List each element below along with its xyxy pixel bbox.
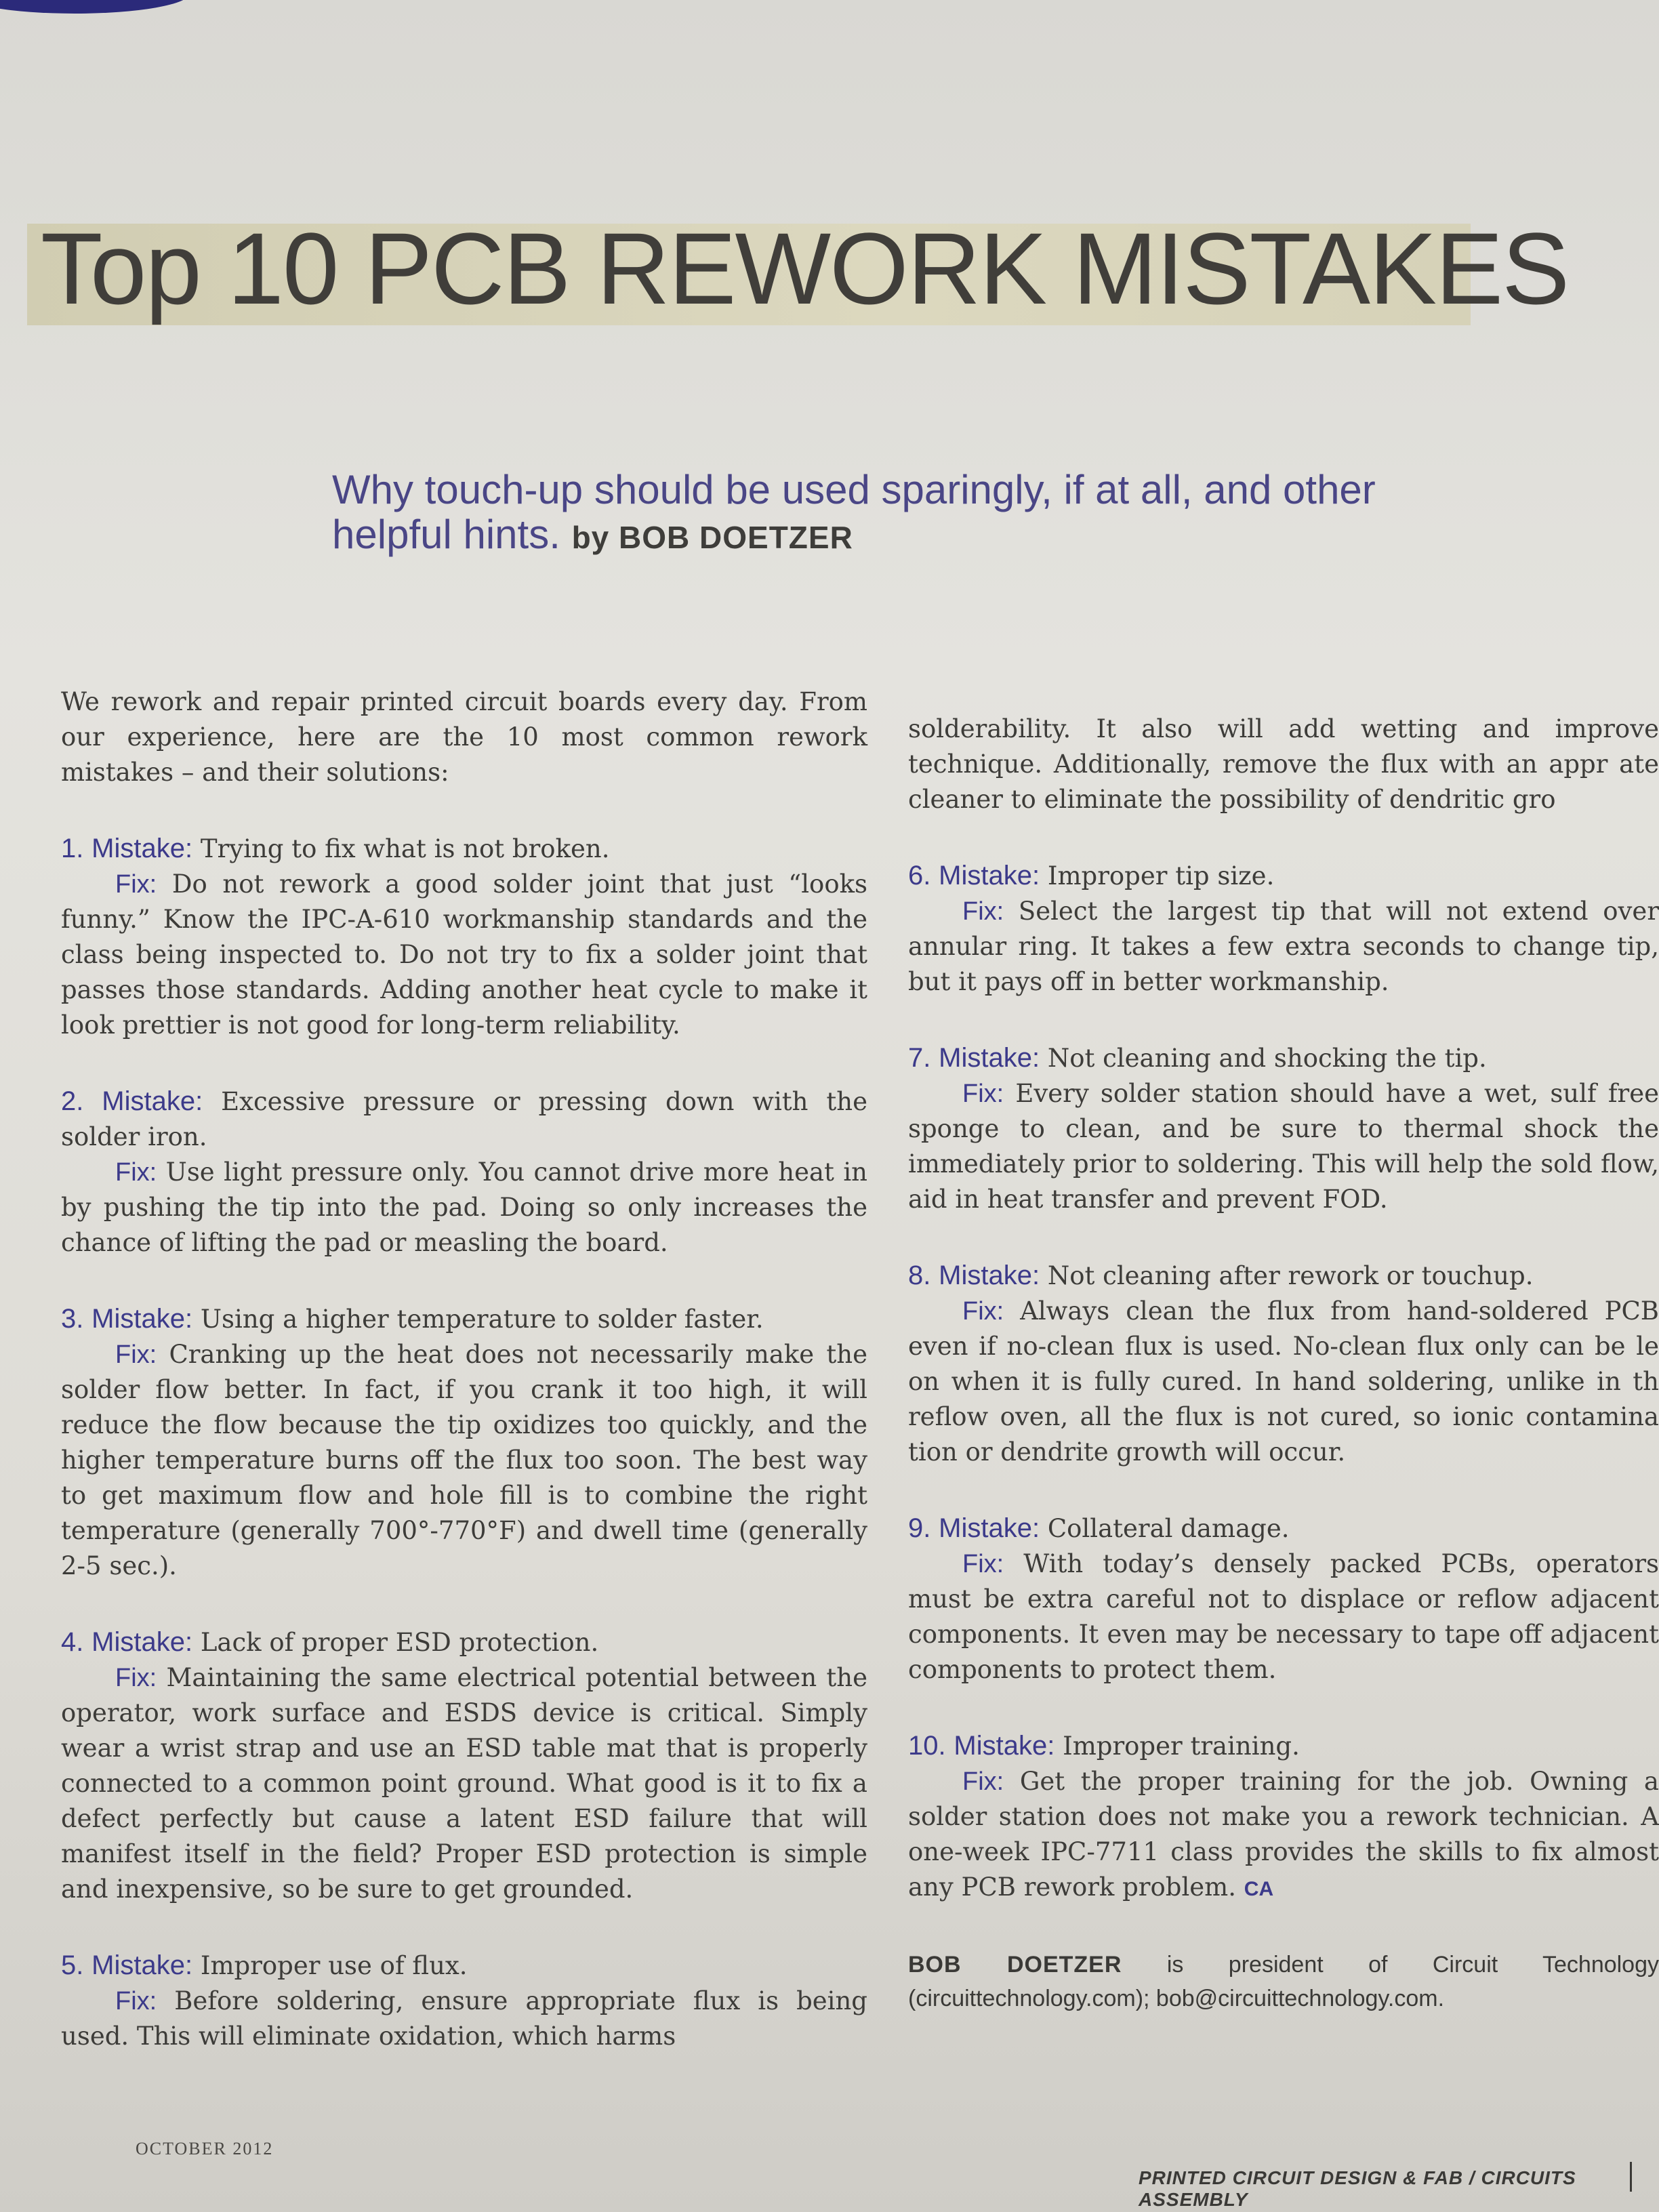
fix-label: Fix: <box>115 1987 157 2015</box>
mistake-number: 2. <box>61 1086 84 1116</box>
mistake-label: Mistake: <box>939 861 1040 890</box>
fix-text: Cranking up the heat does not necessarily make the solder flow better. In fact, if you crank it too high, it will reduce the flow because the tip oxidizes too quickly, and the higher temperature burns off the flux too soon. The best way to get maximum flow and hole fill is to combine the right temperature (generally 700°-770°F) and dwell time (generally 2-5 sec.). <box>61 1340 867 1580</box>
mistake-label: Mistake: <box>91 1627 193 1657</box>
mistake-label: Mistake: <box>91 1950 193 1980</box>
fix-label: Fix: <box>115 1158 157 1187</box>
mistake-item-3 <box>61 1301 867 1584</box>
byline: by BOB DOETZER <box>571 520 853 555</box>
fix-text: Get the proper training for the job. Owning a solder station does not make you a rework technician. A one-week IPC-7711 class provides the skills to fix almost any PCB rework problem. <box>908 1767 1659 1902</box>
author-bio <box>908 1948 1659 2015</box>
mistake-item-1 <box>61 831 867 1043</box>
fix-text: Before soldering, ensure appropriate flux is being used. This will eliminate oxidation, which harms <box>61 1986 867 2051</box>
mistake-number: 6. <box>908 861 931 890</box>
continuation-paragraph: solderability. It also will add wetting and improve technique. Additionally, remove the flux with an appr ate cleaner to eliminate the possibility of dendritic gro <box>908 714 1659 814</box>
publication-name: PRINTED CIRCUIT DESIGN & FAB / CIRCUITS ASSEMBLY <box>1139 2167 1576 2210</box>
mistake-number: 4. <box>61 1627 84 1657</box>
mistake-number: 9. <box>908 1513 931 1543</box>
mistake-label: Mistake: <box>939 1043 1040 1073</box>
mistake-number: 3. <box>61 1304 84 1334</box>
binder-clip <box>0 0 190 14</box>
left-column <box>61 684 867 2095</box>
mistake-label: Mistake: <box>939 1261 1040 1290</box>
mistake-text: Improper training. <box>1063 1732 1300 1761</box>
fix-label: Fix: <box>962 1080 1004 1108</box>
fix-label: Fix: <box>962 1297 1004 1326</box>
mistake-text: Using a higher temperature to solder faster. <box>200 1305 764 1334</box>
fix-label: Fix: <box>115 1664 157 1692</box>
fix-text: With today’s densely packed PCBs, operators must be extra careful not to displace or reflow adjacent components. It even may be necessary to tape off adjacent components to protect them. <box>908 1549 1659 1684</box>
right-column <box>908 712 1659 2015</box>
mistake-text: Not cleaning after rework or touchup. <box>1047 1261 1534 1290</box>
mistake-text: Improper tip size. <box>1047 861 1275 890</box>
issue-date: OCTOBER 2012 <box>136 2139 274 2158</box>
mistake-text: Excessive pressure or pressing down with the solder iron. <box>61 1087 867 1151</box>
fix-text: Select the largest tip that will not extend over annular ring. It takes a few extra seconds to change tip, but it pays off in better workmanship. <box>908 897 1659 996</box>
mistake-text: Not cleaning and shocking the tip. <box>1047 1044 1487 1073</box>
mistake-item-7 <box>908 1040 1659 1217</box>
fix-label: Fix: <box>115 1340 157 1369</box>
fix-label: Fix: <box>962 897 1004 926</box>
mistake-number: 1. <box>61 834 84 863</box>
mistake-number: 5. <box>61 1950 84 1980</box>
mistake-text: Trying to fix what is not broken. <box>200 834 610 863</box>
bio-name: BOB DOETZER <box>908 1952 1122 1978</box>
mistake-label: Mistake: <box>102 1086 203 1116</box>
mistake-text: Collateral damage. <box>1047 1514 1290 1543</box>
mistake-label: Mistake: <box>91 834 193 863</box>
deck-text: Why touch-up should be used sparingly, if at all, and other helpful hints. <box>332 467 1376 557</box>
mistake-text: Improper use of flux. <box>200 1951 468 1980</box>
mistake-label: Mistake: <box>939 1513 1040 1543</box>
fix-text: Do not rework a good solder joint that just “looks funny.” Know the IPC-A-610 workmanship standards and the class being inspected to. Do not try to fix a solder joint that passes those standards. Adding another heat cycle to make it look prettier is not good for long-term reliability. <box>61 869 868 1040</box>
mistake-number: 8. <box>908 1261 931 1290</box>
fix-text: Use light pressure only. You cannot drive more heat in by pushing the tip into the pad. Doing so only increases the chance of lifting the pad or measling the board. <box>61 1158 867 1257</box>
mistake-item-4 <box>61 1624 867 1907</box>
fix-label: Fix: <box>962 1767 1004 1796</box>
intro-paragraph: We rework and repair printed circuit boards every day. From our experience, here are the 10 most common rework mistakes – and their solutions: <box>61 687 867 787</box>
bio-text: is president of Circuit Technology (circuittechnology.com); bob@circuittechnology.com. <box>908 1952 1659 2011</box>
mistake-item-9 <box>908 1511 1659 1687</box>
end-mark: CA <box>1244 1878 1274 1900</box>
fix-text: Always clean the flux from hand-soldered PCB even if no-clean flux is used. No-clean flux only can be le on when it is fully cured. In hand soldering, unlike in th reflow oven, all the flux is not cured, so ionic contamina tion or dendrite growth will occur. <box>908 1296 1659 1467</box>
footer-divider <box>1630 2162 1632 2192</box>
mistake-text: Lack of proper ESD protection. <box>200 1628 599 1657</box>
article-deck <box>332 468 1484 560</box>
mistake-item-6 <box>908 858 1659 1000</box>
mistake-item-2 <box>61 1084 867 1261</box>
mistake-item-5 <box>61 1948 867 2054</box>
mistake-item-8 <box>908 1258 1659 1470</box>
fix-text: Every solder station should have a wet, sulf free sponge to clean, and be sure to thermal shock the immediately prior to soldering. This will help the sold flow, aid in heat transfer and prevent FOD. <box>908 1079 1659 1214</box>
mistake-item-10 <box>908 1728 1659 1907</box>
mistake-number: 10. <box>908 1731 946 1761</box>
mistake-number: 7. <box>908 1043 931 1073</box>
fix-label: Fix: <box>115 870 157 899</box>
fix-label: Fix: <box>962 1550 1004 1578</box>
mistake-label: Mistake: <box>954 1731 1055 1761</box>
fix-text: Maintaining the same electrical potential between the operator, work surface and ESDS device is critical. Simply wear a wrist strap and use an ESD table mat that is properly connected to a common point ground. What good is it to fix a defect perfectly but cause a latent ESD failure that will manifest itself in the field? Proper ESD protection is simple and inexpensive, so be sure to get grounded. <box>61 1663 868 1904</box>
article-title: Top 10 PCB REWORK MISTAKES <box>41 211 1569 325</box>
mistake-label: Mistake: <box>91 1304 193 1334</box>
